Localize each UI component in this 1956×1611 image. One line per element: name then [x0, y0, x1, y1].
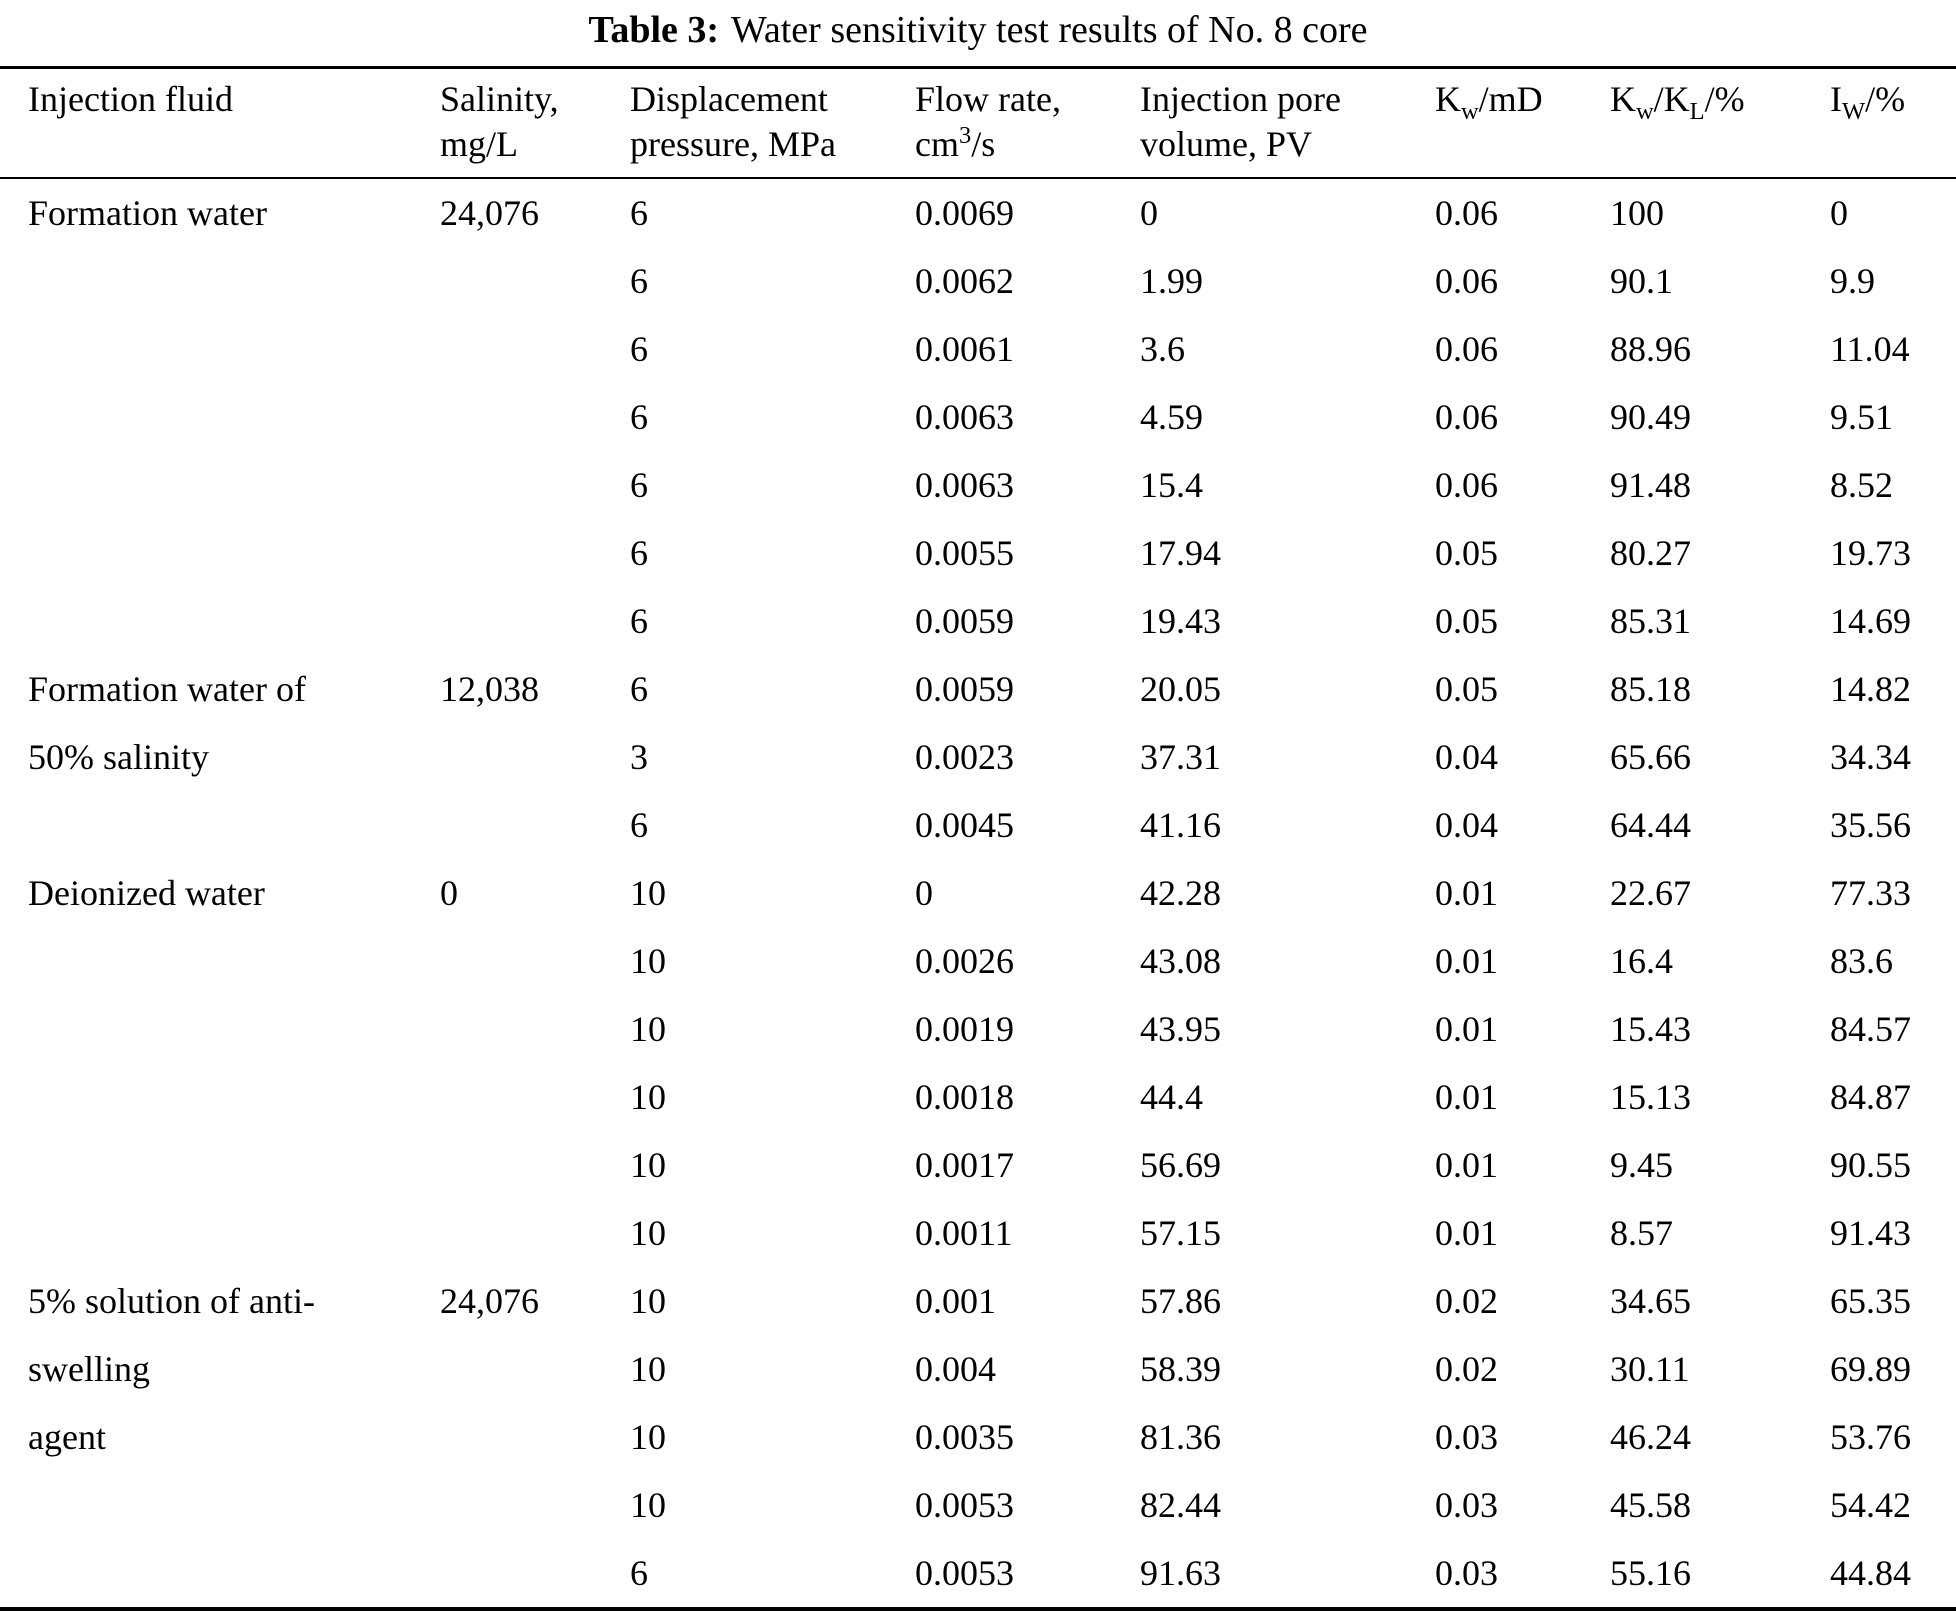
- col-header-injection-pore-volume: [1140, 67, 1435, 178]
- cell-flow-rate: 0.0053: [915, 1552, 1014, 1593]
- cell-injection-fluid: [0, 791, 440, 859]
- table-row: [0, 723, 1956, 791]
- cell-iw: 77.33: [1830, 872, 1911, 913]
- cell-kw: 0.04: [1435, 804, 1498, 845]
- cell-iw: 90.55: [1830, 1144, 1911, 1185]
- cell-displacement-pressure: 6: [630, 464, 648, 505]
- cell-iw: 11.04: [1830, 328, 1910, 369]
- cell-iw: 14.82: [1830, 668, 1911, 709]
- subscript-l: L: [1689, 97, 1705, 125]
- table-row: [0, 859, 1956, 927]
- col-header-iw: [1830, 67, 1956, 178]
- cell-kw: 0.06: [1435, 328, 1498, 369]
- cell-kw-kl: 80.27: [1610, 532, 1691, 573]
- cell-salinity: [440, 1471, 630, 1539]
- header-text: /s: [971, 123, 996, 164]
- cell-displacement-pressure: 10: [630, 1144, 666, 1185]
- cell-kw: 0.05: [1435, 600, 1498, 641]
- table-row: [0, 1403, 1956, 1471]
- cell-displacement-pressure: 6: [630, 600, 648, 641]
- cell-flow-rate: 0.0011: [915, 1212, 1013, 1253]
- cell-displacement-pressure: 6: [630, 532, 648, 573]
- cell-iw: 0: [1830, 192, 1848, 233]
- table-row: [0, 451, 1956, 519]
- cell-injection-fluid: agent: [28, 1416, 106, 1457]
- cell-displacement-pressure: 10: [630, 1484, 666, 1525]
- cell-iw: 69.89: [1830, 1348, 1911, 1389]
- cell-flow-rate: 0.0063: [915, 464, 1014, 505]
- cell-iw: 65.35: [1830, 1280, 1911, 1321]
- cell-kw: 0.01: [1435, 1008, 1498, 1049]
- cell-displacement-pressure: 10: [630, 1416, 666, 1457]
- cell-kw: 0.01: [1435, 940, 1498, 981]
- cell-injection-pore-volume: 58.39: [1140, 1348, 1221, 1389]
- table-row: [0, 1471, 1956, 1539]
- cell-injection-pore-volume: 57.15: [1140, 1212, 1221, 1253]
- cell-iw: 8.52: [1830, 464, 1893, 505]
- table-row: [0, 1063, 1956, 1131]
- table-row: [0, 1131, 1956, 1199]
- cell-flow-rate: 0.0035: [915, 1416, 1014, 1457]
- cell-flow-rate: 0.004: [915, 1348, 996, 1389]
- cell-injection-pore-volume: 4.59: [1140, 396, 1203, 437]
- cell-flow-rate: 0.0018: [915, 1076, 1014, 1117]
- cell-flow-rate: 0.0045: [915, 804, 1014, 845]
- cell-kw: 0.01: [1435, 1212, 1498, 1253]
- cell-displacement-pressure: 6: [630, 804, 648, 845]
- header-text: volume, PV: [1140, 123, 1313, 164]
- cell-iw: 9.9: [1830, 260, 1875, 301]
- subscript-w: W: [1842, 97, 1866, 125]
- table-row: [0, 791, 1956, 859]
- table-row: [0, 655, 1956, 723]
- cell-injection-pore-volume: 91.63: [1140, 1552, 1221, 1593]
- cell-iw: 34.34: [1830, 736, 1911, 777]
- cell-iw: 35.56: [1830, 804, 1911, 845]
- cell-salinity: 0: [440, 872, 458, 913]
- header-text: [1435, 77, 1610, 125]
- table-row: [0, 927, 1956, 995]
- table-row: [0, 1199, 1956, 1267]
- cell-injection-fluid: Formation water: [28, 192, 267, 233]
- cell-flow-rate: 0.0026: [915, 940, 1014, 981]
- cell-salinity: [440, 587, 630, 655]
- cell-kw-kl: 34.65: [1610, 1280, 1691, 1321]
- cell-injection-fluid: [0, 315, 440, 383]
- cell-injection-pore-volume: 20.05: [1140, 668, 1221, 709]
- cell-injection-fluid: [0, 451, 440, 519]
- header-text: Displacement: [630, 78, 828, 119]
- cell-injection-fluid: Formation water of: [28, 668, 306, 709]
- header-text: /K: [1653, 78, 1690, 119]
- cell-iw: 84.57: [1830, 1008, 1911, 1049]
- cell-kw: 0.02: [1435, 1280, 1498, 1321]
- cell-injection-fluid: [0, 995, 440, 1063]
- cell-displacement-pressure: 10: [630, 1280, 666, 1321]
- cell-injection-pore-volume: 42.28: [1140, 872, 1221, 913]
- cell-salinity: [440, 1199, 630, 1267]
- col-header-flow-rate: [915, 67, 1140, 178]
- cell-kw: 0.06: [1435, 464, 1498, 505]
- cell-flow-rate: 0.0069: [915, 192, 1014, 233]
- cell-injection-fluid: 5% solution of anti-: [28, 1280, 315, 1321]
- cell-salinity: [440, 519, 630, 587]
- cell-salinity: [440, 383, 630, 451]
- cell-kw-kl: 15.43: [1610, 1008, 1691, 1049]
- header-text: K: [1610, 78, 1636, 119]
- cell-flow-rate: 0.0019: [915, 1008, 1014, 1049]
- cell-kw-kl: 88.96: [1610, 328, 1691, 369]
- header-text: I: [1830, 78, 1842, 119]
- cell-iw: 53.76: [1830, 1416, 1911, 1457]
- table-row: [0, 383, 1956, 451]
- cell-injection-pore-volume: 44.4: [1140, 1076, 1203, 1117]
- cell-kw-kl: 55.16: [1610, 1552, 1691, 1593]
- cell-kw-kl: 22.67: [1610, 872, 1691, 913]
- cell-flow-rate: 0.0059: [915, 668, 1014, 709]
- table-row: [0, 315, 1956, 383]
- cell-salinity: [440, 791, 630, 859]
- table-row: [0, 1539, 1956, 1609]
- cell-injection-pore-volume: 15.4: [1140, 464, 1203, 505]
- col-header-injection-fluid: [0, 67, 440, 178]
- table-row: [0, 587, 1956, 655]
- cell-kw: 0.05: [1435, 668, 1498, 709]
- table-row: [0, 178, 1956, 247]
- cell-injection-fluid: [0, 1063, 440, 1131]
- cell-salinity: [440, 451, 630, 519]
- cell-displacement-pressure: 10: [630, 940, 666, 981]
- cell-kw-kl: 90.1: [1610, 260, 1673, 301]
- header-text: mg/L: [440, 123, 518, 164]
- cell-kw-kl: 16.4: [1610, 940, 1673, 981]
- cell-injection-fluid: [0, 519, 440, 587]
- cell-iw: 14.69: [1830, 600, 1911, 641]
- cell-displacement-pressure: 10: [630, 1076, 666, 1117]
- header-text: /%: [1865, 78, 1906, 119]
- cell-injection-pore-volume: 56.69: [1140, 1144, 1221, 1185]
- water-sensitivity-table: [0, 66, 1956, 1611]
- cell-salinity: [440, 315, 630, 383]
- cell-displacement-pressure: 10: [630, 872, 666, 913]
- cell-kw: 0.01: [1435, 1076, 1498, 1117]
- cell-injection-pore-volume: 41.16: [1140, 804, 1221, 845]
- cell-iw: 84.87: [1830, 1076, 1911, 1117]
- header-text: [1830, 77, 1956, 125]
- cell-kw: 0.05: [1435, 532, 1498, 573]
- col-header-displacement-pressure: [630, 67, 915, 178]
- cell-injection-pore-volume: 37.31: [1140, 736, 1221, 777]
- table-body: [0, 178, 1956, 1609]
- cell-salinity: [440, 995, 630, 1063]
- cell-kw: 0.06: [1435, 396, 1498, 437]
- cell-salinity: [440, 1131, 630, 1199]
- cell-kw: 0.01: [1435, 872, 1498, 913]
- table-row: [0, 1267, 1956, 1335]
- cell-kw-kl: 90.49: [1610, 396, 1691, 437]
- cell-salinity: [440, 1063, 630, 1131]
- cell-injection-pore-volume: 3.6: [1140, 328, 1185, 369]
- cell-displacement-pressure: 3: [630, 736, 648, 777]
- cell-kw-kl: 64.44: [1610, 804, 1691, 845]
- cell-kw: 0.04: [1435, 736, 1498, 777]
- cell-injection-fluid: Deionized water: [28, 872, 265, 913]
- cell-flow-rate: 0.0062: [915, 260, 1014, 301]
- cell-flow-rate: 0.0059: [915, 600, 1014, 641]
- cell-kw-kl: 8.57: [1610, 1212, 1673, 1253]
- subscript-w: w: [1636, 97, 1654, 125]
- cell-injection-fluid: 50% salinity: [28, 736, 209, 777]
- cell-kw-kl: 85.31: [1610, 600, 1691, 641]
- table-row: [0, 995, 1956, 1063]
- table-caption-label: Table 3:: [588, 9, 720, 51]
- cell-kw-kl: 65.66: [1610, 736, 1691, 777]
- cell-injection-fluid: [0, 587, 440, 655]
- cell-displacement-pressure: 6: [630, 328, 648, 369]
- cell-kw-kl: 9.45: [1610, 1144, 1673, 1185]
- cell-injection-fluid: [0, 927, 440, 995]
- cell-flow-rate: 0.0017: [915, 1144, 1014, 1185]
- header-text: pressure, MPa: [630, 123, 836, 164]
- cell-iw: 91.43: [1830, 1212, 1911, 1253]
- cell-displacement-pressure: 10: [630, 1348, 666, 1389]
- cell-salinity: [440, 1539, 630, 1609]
- col-header-kw-kl: [1610, 67, 1830, 178]
- cell-kw-kl: 30.11: [1610, 1348, 1690, 1389]
- col-header-salinity: [440, 67, 630, 178]
- table-caption: [0, 0, 1956, 66]
- cell-kw-kl: 45.58: [1610, 1484, 1691, 1525]
- cell-salinity: 12,038: [440, 668, 539, 709]
- cell-displacement-pressure: 10: [630, 1008, 666, 1049]
- table-caption-text: Water sensitivity test results of No. 8 core: [731, 9, 1368, 51]
- cell-injection-pore-volume: 43.95: [1140, 1008, 1221, 1049]
- superscript-3: 3: [958, 121, 972, 149]
- cell-iw: 44.84: [1830, 1552, 1911, 1593]
- header-text: Salinity,: [440, 78, 559, 119]
- cell-flow-rate: 0.0055: [915, 532, 1014, 573]
- cell-flow-rate: 0.0061: [915, 328, 1014, 369]
- cell-kw: 0.02: [1435, 1348, 1498, 1389]
- cell-injection-fluid: [0, 1199, 440, 1267]
- table-row: [0, 247, 1956, 315]
- cell-injection-fluid: [0, 1539, 440, 1609]
- cell-displacement-pressure: 6: [630, 192, 648, 233]
- cell-injection-pore-volume: 57.86: [1140, 1280, 1221, 1321]
- cell-kw: 0.03: [1435, 1416, 1498, 1457]
- cell-kw: 0.01: [1435, 1144, 1498, 1185]
- cell-kw: 0.03: [1435, 1484, 1498, 1525]
- header-row: [0, 67, 1956, 178]
- cell-injection-pore-volume: 19.43: [1140, 600, 1221, 641]
- cell-flow-rate: 0.0053: [915, 1484, 1014, 1525]
- cell-injection-fluid: [0, 247, 440, 315]
- cell-injection-fluid: [0, 1131, 440, 1199]
- header-text: Flow rate,: [915, 78, 1061, 119]
- cell-kw: 0.03: [1435, 1552, 1498, 1593]
- header-text: Injection fluid: [28, 78, 233, 119]
- cell-salinity: [440, 723, 630, 791]
- cell-iw: 83.6: [1830, 940, 1893, 981]
- cell-iw: 9.51: [1830, 396, 1893, 437]
- cell-salinity: [440, 1403, 630, 1471]
- cell-kw: 0.06: [1435, 192, 1498, 233]
- cell-flow-rate: 0.001: [915, 1280, 996, 1321]
- cell-kw-kl: 46.24: [1610, 1416, 1691, 1457]
- cell-injection-pore-volume: 1.99: [1140, 260, 1203, 301]
- cell-displacement-pressure: 6: [630, 668, 648, 709]
- header-text: cm: [915, 123, 959, 164]
- cell-displacement-pressure: 6: [630, 260, 648, 301]
- table-row: [0, 519, 1956, 587]
- cell-iw: 54.42: [1830, 1484, 1911, 1525]
- cell-kw-kl: 15.13: [1610, 1076, 1691, 1117]
- cell-kw-kl: 91.48: [1610, 464, 1691, 505]
- header-text: /mD: [1478, 78, 1543, 119]
- cell-salinity: 24,076: [440, 192, 539, 233]
- cell-salinity: [440, 247, 630, 315]
- cell-salinity: [440, 927, 630, 995]
- header-text: Injection pore: [1140, 78, 1341, 119]
- table-row: [0, 1335, 1956, 1403]
- header-text: /%: [1704, 78, 1745, 119]
- cell-injection-pore-volume: 81.36: [1140, 1416, 1221, 1457]
- cell-injection-pore-volume: 43.08: [1140, 940, 1221, 981]
- header-text: K: [1435, 78, 1461, 119]
- cell-injection-fluid: swelling: [28, 1348, 150, 1389]
- cell-displacement-pressure: 6: [630, 396, 648, 437]
- cell-injection-pore-volume: 0: [1140, 192, 1158, 233]
- cell-injection-pore-volume: 17.94: [1140, 532, 1221, 573]
- cell-kw: 0.06: [1435, 260, 1498, 301]
- cell-flow-rate: 0.0023: [915, 736, 1014, 777]
- cell-flow-rate: 0: [915, 872, 933, 913]
- cell-flow-rate: 0.0063: [915, 396, 1014, 437]
- cell-kw-kl: 85.18: [1610, 668, 1691, 709]
- cell-salinity: 24,076: [440, 1280, 539, 1321]
- header-text: [1610, 77, 1830, 125]
- cell-iw: 19.73: [1830, 532, 1911, 573]
- cell-displacement-pressure: 6: [630, 1552, 648, 1593]
- col-header-kw: [1435, 67, 1610, 178]
- cell-injection-fluid: [0, 383, 440, 451]
- subscript-w: w: [1461, 97, 1479, 125]
- header-text: [915, 122, 1140, 167]
- cell-displacement-pressure: 10: [630, 1212, 666, 1253]
- cell-injection-fluid: [0, 1471, 440, 1539]
- cell-kw-kl: 100: [1610, 192, 1664, 233]
- cell-injection-pore-volume: 82.44: [1140, 1484, 1221, 1525]
- cell-salinity: [440, 1335, 630, 1403]
